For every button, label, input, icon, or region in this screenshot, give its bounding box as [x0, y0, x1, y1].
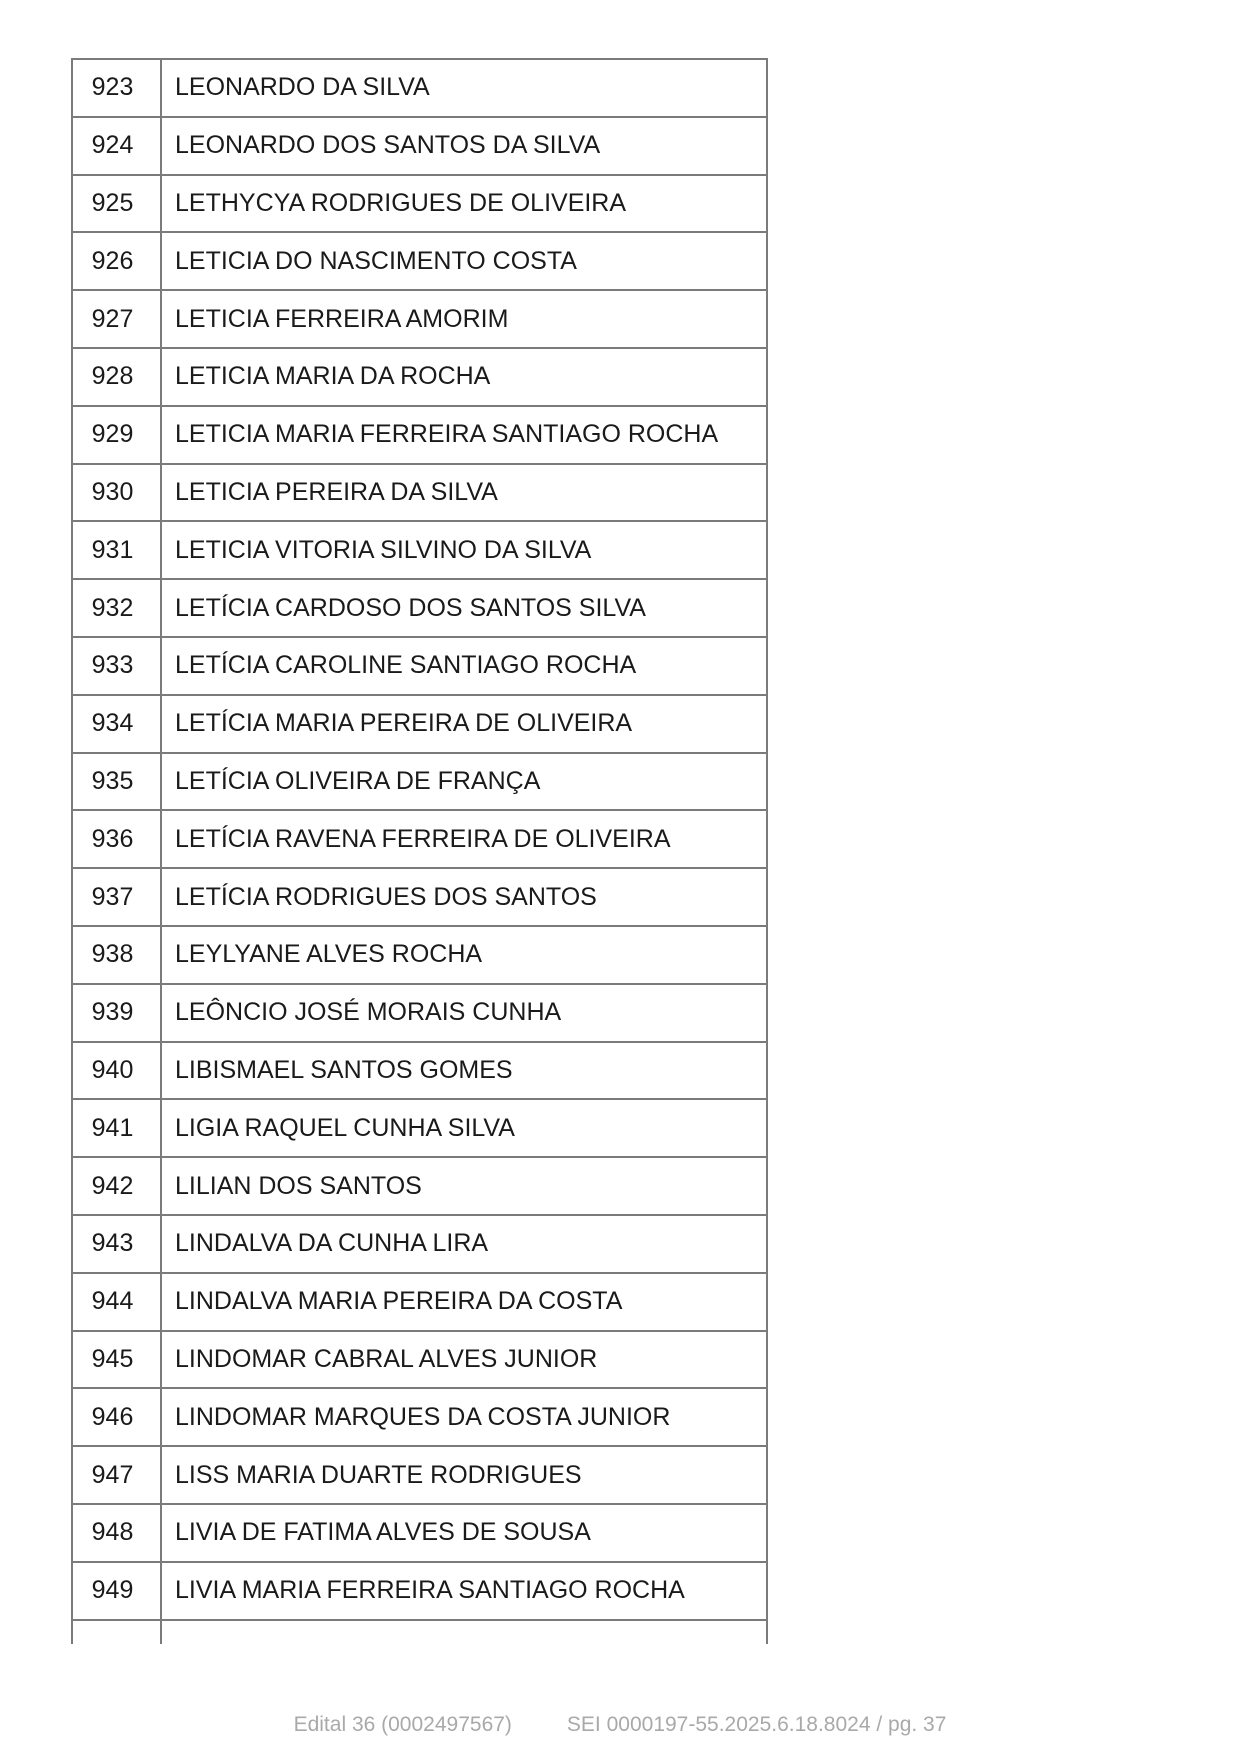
- row-number-cell: 927: [72, 290, 161, 348]
- row-name-cell: LINDALVA DA CUNHA LIRA: [161, 1215, 767, 1273]
- row-name-cell: LISS MARIA DUARTE RODRIGUES: [161, 1446, 767, 1504]
- row-number-cell: 942: [72, 1157, 161, 1215]
- table-row: [72, 232, 767, 290]
- table-row: [72, 637, 767, 695]
- table-row: [72, 175, 767, 233]
- row-number-cell: 941: [72, 1099, 161, 1157]
- row-name-cell: LETÍCIA RAVENA FERREIRA DE OLIVEIRA: [161, 810, 767, 868]
- row-number-cell: 934: [72, 695, 161, 753]
- row-number-cell: 925: [72, 175, 161, 233]
- row-number-cell: 946: [72, 1388, 161, 1446]
- table-row: [72, 1388, 767, 1446]
- row-name-cell: LEONARDO DA SILVA: [161, 59, 767, 117]
- partial-next-row: [71, 1621, 768, 1644]
- table-row: [72, 521, 767, 579]
- table-row: [72, 868, 767, 926]
- row-name-cell: LETICIA FERREIRA AMORIM: [161, 290, 767, 348]
- row-name-cell: LETÍCIA RODRIGUES DOS SANTOS: [161, 868, 767, 926]
- table-row: [72, 406, 767, 464]
- table-row: [72, 348, 767, 406]
- table-row: [72, 926, 767, 984]
- table-row: [72, 984, 767, 1042]
- row-name-cell: LETICIA MARIA DA ROCHA: [161, 348, 767, 406]
- row-number-cell: 932: [72, 579, 161, 637]
- table-row: [72, 117, 767, 175]
- row-number-cell: 940: [72, 1042, 161, 1100]
- row-name-cell: LINDALVA MARIA PEREIRA DA COSTA: [161, 1273, 767, 1331]
- row-number-cell: 943: [72, 1215, 161, 1273]
- row-number-cell: 948: [72, 1504, 161, 1562]
- page-footer: [0, 1713, 1240, 1737]
- row-name-cell: LETÍCIA OLIVEIRA DE FRANÇA: [161, 753, 767, 811]
- table-row: [72, 1215, 767, 1273]
- row-number-cell: 935: [72, 753, 161, 811]
- table-row: [72, 1273, 767, 1331]
- row-number-cell: 931: [72, 521, 161, 579]
- row-number-cell: 937: [72, 868, 161, 926]
- row-name-cell: LETICIA VITORIA SILVINO DA SILVA: [161, 521, 767, 579]
- row-name-cell: LETICIA DO NASCIMENTO COSTA: [161, 232, 767, 290]
- table-row: [72, 1446, 767, 1504]
- row-name-cell: LETÍCIA MARIA PEREIRA DE OLIVEIRA: [161, 695, 767, 753]
- table-row: [72, 290, 767, 348]
- row-number-cell: 926: [72, 232, 161, 290]
- row-name-cell: LETHYCYA RODRIGUES DE OLIVEIRA: [161, 175, 767, 233]
- row-name-cell: LETÍCIA CARDOSO DOS SANTOS SILVA: [161, 579, 767, 637]
- candidate-table: [71, 58, 768, 1621]
- row-number-cell: 949: [72, 1562, 161, 1620]
- table-row: [72, 1331, 767, 1389]
- table-row: [72, 1042, 767, 1100]
- row-number-cell: 928: [72, 348, 161, 406]
- row-name-cell: LIVIA MARIA FERREIRA SANTIAGO ROCHA: [161, 1562, 767, 1620]
- row-name-cell: LINDOMAR MARQUES DA COSTA JUNIOR: [161, 1388, 767, 1446]
- table-row: [72, 579, 767, 637]
- table-row: [72, 1099, 767, 1157]
- table-row: [72, 753, 767, 811]
- row-name-cell: LEÔNCIO JOSÉ MORAIS CUNHA: [161, 984, 767, 1042]
- row-name-cell: LEYLYANE ALVES ROCHA: [161, 926, 767, 984]
- footer-sei-reference: SEI 0000197-55.2025.6.18.8024 / pg. 37: [566, 1713, 947, 1736]
- table-body: [72, 59, 767, 1620]
- row-name-cell: LEONARDO DOS SANTOS DA SILVA: [161, 117, 767, 175]
- table-row: [72, 1157, 767, 1215]
- table-row: [72, 464, 767, 522]
- row-name-cell: LETICIA MARIA FERREIRA SANTIAGO ROCHA: [161, 406, 767, 464]
- row-number-cell: 945: [72, 1331, 161, 1389]
- row-number-cell: 944: [72, 1273, 161, 1331]
- table-row: [72, 1562, 767, 1620]
- row-name-cell: LETÍCIA CAROLINE SANTIAGO ROCHA: [161, 637, 767, 695]
- row-number-cell: 930: [72, 464, 161, 522]
- row-name-cell: LIBISMAEL SANTOS GOMES: [161, 1042, 767, 1100]
- table-row: [72, 810, 767, 868]
- row-number-cell: 929: [72, 406, 161, 464]
- row-number-cell: 947: [72, 1446, 161, 1504]
- table-row: [72, 1504, 767, 1562]
- row-name-cell: LIVIA DE FATIMA ALVES DE SOUSA: [161, 1504, 767, 1562]
- row-name-cell: LETICIA PEREIRA DA SILVA: [161, 464, 767, 522]
- column-divider-stub: [160, 1621, 162, 1644]
- row-number-cell: 924: [72, 117, 161, 175]
- row-number-cell: 933: [72, 637, 161, 695]
- footer-edital-reference: Edital 36 (0002497567): [293, 1713, 512, 1736]
- row-name-cell: LILIAN DOS SANTOS: [161, 1157, 767, 1215]
- row-number-cell: 936: [72, 810, 161, 868]
- row-number-cell: 923: [72, 59, 161, 117]
- candidate-list: [71, 58, 768, 1644]
- row-name-cell: LINDOMAR CABRAL ALVES JUNIOR: [161, 1331, 767, 1389]
- table-row: [72, 695, 767, 753]
- row-number-cell: 939: [72, 984, 161, 1042]
- row-name-cell: LIGIA RAQUEL CUNHA SILVA: [161, 1099, 767, 1157]
- table-row: [72, 59, 767, 117]
- row-number-cell: 938: [72, 926, 161, 984]
